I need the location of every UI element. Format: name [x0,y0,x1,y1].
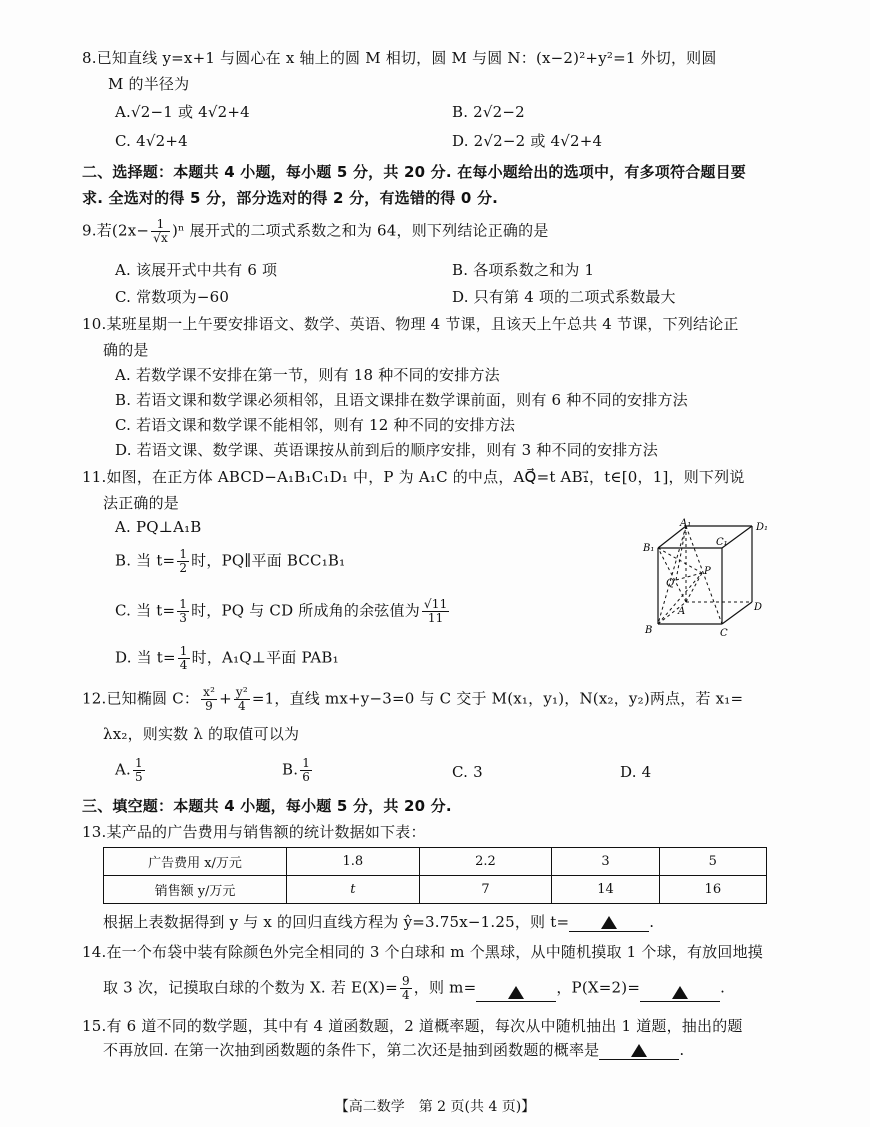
section3-heading: 三、填空题：本题共 4 小题，每小题 5 分，共 20 分. [82,797,452,815]
q8-option-b: B. 2√2−2 [452,103,525,121]
table-row: 销售额 y/万元 t 7 14 16 [104,876,767,904]
q10-stem-line1: 10.某班星期一上午要安排语文、数学、英语、物理 4 节课，且该天上午总共 4 节课，下列结论正 [82,315,739,333]
q12-fraction-y: $\frac{\text{y²}}{4}$ [235,685,248,713]
section2-heading-line2: 求. 全选对的得 5 分，部分选对的得 2 分，有选错的得 0 分. [82,189,499,207]
q11-c-value-fraction: $\frac{√11}{11}$ [423,597,448,625]
q13-stem: 13.某产品的广告费用与销售额的统计数据如下表： [82,823,426,841]
q11-option-a: A. PQ⊥A₁B [115,518,202,536]
label-d: D [754,602,763,613]
triangle-icon [601,916,617,929]
q8-stem-line2: M 的半径为 [108,75,190,93]
q11-option-b: B. 当 t= $\frac{1}{2}$ 时，PQ∥平面 BCC₁B₁ [115,547,346,575]
q14-m-blank[interactable] [476,983,556,1002]
q14-stem-line1: 14.在一个布袋中装有除颜色外完全相同的 3 个白球和 m 个黑球，从中随机摸取 1 个球，有放回地摸 [82,943,763,961]
q9-stem-suffix: )ⁿ 展开式的二项式系数之和为 64，则下列结论正确的是 [171,221,549,240]
q9-option-b: B. 各项系数之和为 1 [452,261,595,279]
q11-d-fraction: $\frac{1}{4}$ [179,644,188,672]
q13-answer-line: 根据上表数据得到 y 与 x 的回归直线方程为 ŷ=3.75x−1.25，则 t= . [103,913,655,931]
q8-option-d: D. 2√2−2 或 4√2+4 [452,132,603,150]
q15-stem-line1: 15.有 6 道不同的数学题，其中有 4 道函数题，2 道概率题，每次从中随机抽出 1 道题，抽出的题 [82,1017,743,1035]
q9-fraction: $\frac{1}{√x}$ [153,217,168,245]
label-c: C [720,628,728,638]
q11-option-d: D. 当 t= $\frac{1}{4}$ 时，A₁Q⊥平面 PAB₁ [115,644,339,672]
section2-heading-line1: 二、选择题：本题共 4 小题，每小题 5 分，共 20 分. 在每小题给出的选项中，有多项符合题目要 [82,163,747,181]
q9-option-c: C. 常数项为−60 [115,288,230,306]
q9-stem-prefix: 9.若(2x− [82,221,150,240]
q10-option-b: B. 若语文课和数学课必须相邻，且语文课排在数学课前面，则有 6 种不同的安排方法 [115,391,688,409]
q14-probability-blank[interactable] [640,983,720,1002]
q10-option-a: A. 若数学课不安排在第一节，则有 18 种不同的安排方法 [115,366,500,384]
q8-option-c: C. 4√2+4 [115,132,188,150]
label-c1: C₁ [716,537,728,548]
q8-stem-line1: 8.已知直线 y=x+1 与圆心在 x 轴上的圆 M 相切，圆 M 与圆 N：(x−2)²+y²=1 外切，则圆 [82,49,717,67]
q14-fraction: $\frac{9}{4}$ [401,974,410,1002]
q11-stem-line2: 法正确的是 [103,494,180,512]
q11-c-fraction: $\frac{1}{3}$ [179,597,188,625]
label-d1: D₁ [756,522,769,533]
q13-data-table [103,847,767,904]
triangle-icon [508,986,524,999]
q9-option-a: A. 该展开式中共有 6 项 [115,261,278,279]
label-b1: B₁ [643,543,655,554]
q12-option-d: D. 4 [620,763,652,781]
label-q: Q [666,578,675,589]
q12-stem-line1: 12.已知椭圆 C： $\frac{\text{x²}}{9}$ + $\frac{\text{y²}}{4}$ =1，直线 mx+y−3=0 与 C 交于 M(x₁，y₁)，N(x₂，y₂)两点，若 x₁= [82,685,744,713]
triangle-icon [672,986,688,999]
page-footer: 【高二数学 第 2 页(共 4 页)】 [334,1099,536,1115]
q10-option-d: D. 若语文课、数学课、英语课按从前到后的顺序安排，则有 3 种不同的安排方法 [115,441,658,459]
q15-answer-blank[interactable] [599,1041,679,1060]
q11-stem-line1: 11.如图，在正方体 ABCD−A₁B₁C₁D₁ 中，P 为 A₁C 的中点，AQ⃗=t AB₁⃗，t∈[0，1]，则下列说 [82,468,745,486]
q12-option-b: B. $\frac{1}{6}$ [282,756,311,784]
q14-stem-line2: 取 3 次，记摸取白球的个数为 X. 若 E(X)= $\frac{9}{4}$ ，则 m= ，P(X=2)= . [103,974,726,1002]
q9-stem [82,218,549,245]
q10-option-c: C. 若语文课和数学课不能相邻，则有 12 种不同的安排方法 [115,416,516,434]
label-p: P [704,566,711,577]
label-a1: A₁ [680,518,692,529]
q12-option-c: C. 3 [452,763,483,781]
cube-figure [640,518,775,638]
triangle-icon [631,1044,647,1057]
q12-stem-line2: λx₂，则实数 λ 的取值可以为 [103,725,300,743]
q13-answer-blank[interactable] [569,913,649,932]
label-a: A [678,606,686,617]
q12-option-a: A. $\frac{1}{5}$ [115,756,143,784]
table-row: 广告费用 x/万元 1.8 2.2 3 5 [104,848,767,876]
q10-stem-line2: 确的是 [103,341,149,359]
q11-b-fraction: $\frac{1}{2}$ [179,547,188,575]
q11-option-c: C. 当 t= $\frac{1}{3}$ 时，PQ 与 CD 所成角的余弦值为 $\frac{√11}{11}$ [115,597,448,625]
q9-option-d: D. 只有第 4 项的二项式系数最大 [452,288,676,306]
label-b: B [645,625,653,636]
q15-stem-line2: 不再放回. 在第一次抽到函数题的条件下，第二次还是抽到函数题的概率是 . [103,1041,685,1059]
q12-fraction-x: $\frac{\text{x²}}{9}$ [203,685,216,713]
q8-option-a: A.√2−1 或 4√2+4 [115,103,250,121]
